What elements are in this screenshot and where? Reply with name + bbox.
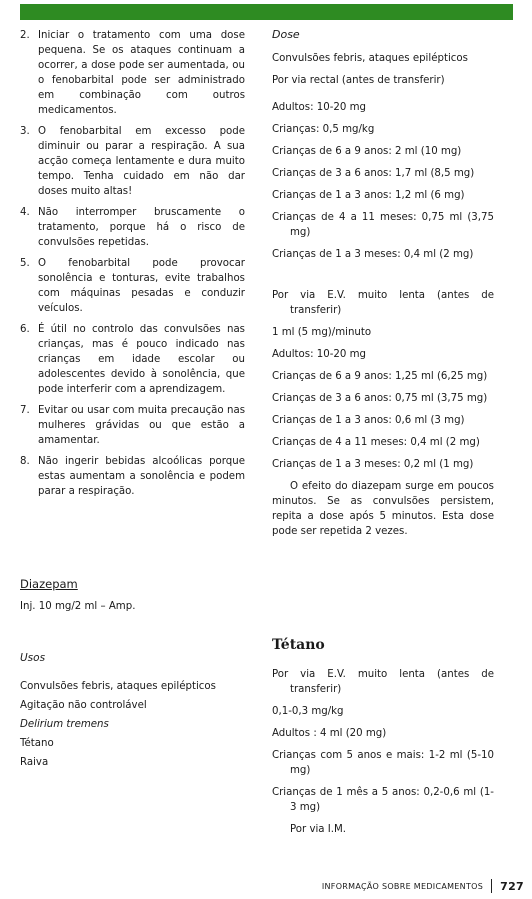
uso-item: Raiva (20, 757, 49, 768)
dose-line: Convulsões febris, ataques epilépticos (272, 53, 468, 64)
item-text: Iniciar o tratamento com uma dose pequena. Se os ataques continuam a ocorrer, a dose pode ser aumentada, ou o fenobarbital pode ser administrado em combinação com outros medicamentos. (38, 30, 245, 116)
item-text: Evitar ou usar com muita precaução nas mulheres grávidas ou que estão a amamentar. (38, 405, 245, 446)
list-item (20, 403, 245, 448)
list-item (20, 256, 245, 316)
header-green-bar (20, 4, 513, 20)
item-text: O fenobarbital em excesso pode diminuir ou parar a respiração. A sua acção começa lentamente e dura muito tempo. Tenha cuidado em não dar doses muito altas! (38, 126, 245, 197)
uso-item: Agitação não controlável (20, 700, 147, 711)
dose-line: Por via rectal (antes de transferir) (272, 75, 445, 86)
item-text: O fenobarbital pode provocar sonolência e tonturas, evite trabalhos com máquinas pesadas e conduzir veículos. (38, 258, 245, 314)
dose-line: Adultos: 10-20 mg (272, 102, 366, 113)
diazepam-title: Diazepam (20, 577, 78, 591)
item-text: Não interromper bruscamente o tratamento, porque há o risco de convulsões repetidas. (38, 207, 245, 248)
usos-list (20, 677, 245, 772)
page-footer (322, 879, 524, 893)
footer-divider (491, 879, 492, 893)
dose-line: Crianças de 6 a 9 anos: 1,25 ml (6,25 mg) (272, 371, 488, 382)
item-number: 5. (20, 258, 30, 269)
usos-heading: Usos (20, 652, 46, 664)
left-column (20, 28, 245, 505)
dose-line: Crianças: 0,5 mg/kg (272, 124, 375, 135)
dose-line: Crianças de 6 a 9 anos: 2 ml (10 mg) (272, 146, 462, 157)
item-text: Não ingerir bebidas alcoólicas porque estas aumentam a sonolência e podem parar a respiração. (38, 456, 245, 497)
dose-line: Por via E.V. muito lenta (antes de transferir) (272, 290, 494, 316)
item-text: É útil no controlo das convulsões nas crianças, mas é pouco indicado nas crianças em idade escolar ou adolescentes devido à sonolência, que pode interferir com a aprendizagem. (38, 324, 245, 395)
item-number: 3. (20, 126, 30, 137)
uso-item: Tétano (20, 738, 54, 749)
tetano-block (272, 667, 494, 844)
dose-line: Crianças de 1 mês a 5 anos: 0,2-0,6 ml (1-3 mg) (272, 787, 494, 813)
dose-heading: Dose (272, 28, 300, 41)
tetano-heading: Tétano (272, 637, 325, 653)
list-item (20, 124, 245, 199)
dose-line: Crianças com 5 anos e mais: 1-2 ml (5-10 mg) (272, 750, 494, 776)
dose-line: Crianças de 1 a 3 anos: 1,2 ml (6 mg) (272, 190, 465, 201)
item-number: 4. (20, 207, 30, 218)
dose-line: Crianças de 4 a 11 meses: 0,75 ml (3,75 mg) (272, 212, 494, 238)
dose-line: 1 ml (5 mg)/minuto (272, 327, 372, 338)
diazepam-form: Inj. 10 mg/2 ml – Amp. (20, 601, 136, 612)
item-number: 8. (20, 456, 30, 467)
page-number: 727 (500, 879, 524, 893)
item-number: 2. (20, 30, 30, 41)
effect-note: O efeito do diazepam surge em poucos minutos. Se as convulsões persistem, repita a dose após 5 minutos. Esta dose pode ser repetida 2 vezes. (272, 481, 494, 537)
uso-item: Delirium tremens (20, 719, 109, 730)
item-number: 7. (20, 405, 30, 416)
list-item (20, 454, 245, 499)
dose-line: Crianças de 1 a 3 meses: 0,2 ml (1 mg) (272, 459, 474, 470)
dose-line: Crianças de 4 a 11 meses: 0,4 ml (2 mg) (272, 437, 480, 448)
dose-line: Crianças de 1 a 3 meses: 0,4 ml (2 mg) (272, 249, 474, 260)
dose-line: Adultos : 4 ml (20 mg) (272, 728, 387, 739)
list-item (20, 322, 245, 397)
im-note: Por via I.M. (290, 824, 347, 835)
uso-item: Convulsões febris, ataques epilépticos (20, 681, 216, 692)
dose-line: Adultos: 10-20 mg (272, 349, 366, 360)
list-item (20, 205, 245, 250)
footer-section: INFORMAÇÃO SOBRE MEDICAMENTOS (321, 881, 484, 891)
dose-line: Crianças de 3 a 6 anos: 0,75 ml (3,75 mg) (272, 393, 488, 404)
dose-line: Por via E.V. muito lenta (antes de transferir) (272, 669, 494, 695)
dose-line: 0,1-0,3 mg/kg (272, 706, 344, 717)
list-item (20, 28, 245, 118)
item-number: 6. (20, 324, 30, 335)
dose-line: Crianças de 1 a 3 anos: 0,6 ml (3 mg) (272, 415, 465, 426)
dose-line: Crianças de 3 a 6 anos: 1,7 ml (8,5 mg) (272, 168, 475, 179)
right-column (272, 28, 494, 546)
